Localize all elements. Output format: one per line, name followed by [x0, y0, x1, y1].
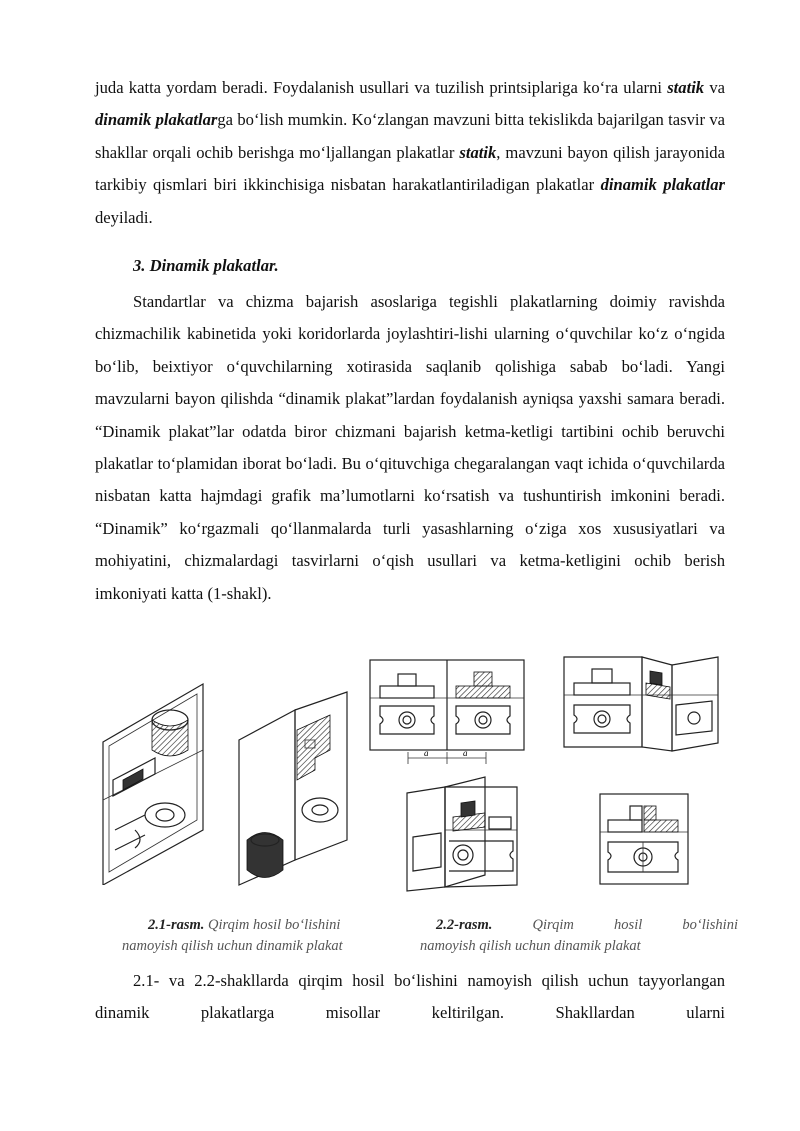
section-heading: 3. Dinamik plakatlar.: [133, 256, 279, 275]
term-dinamik-plakatlar: dinamik plakatlar: [95, 110, 218, 130]
paragraph-intro: juda katta yordam beradi. Foydalanish usullari va tuzilish printsiplariga ko‘ra ularni statik va dinamik plakatlarga bo‘lish mumkin. Ko‘zlangan mavzuni bitta tekislikda bajarilgan tasvir va shakllar orqali ochib berishga mo‘ljallangan plakatlar statik, mavzuni bayon qilish jarayonida tarkibiy qismlari biri ikkinchisiga nisbatan harakatlantiriladigan plakatlar dinamik plakatlar deyiladi.: [95, 78, 725, 227]
term-dinamik-plakatlar-2: dinamik plakatlar: [600, 175, 725, 195]
figure-2-2-book-fold: [405, 775, 520, 893]
figure-2-2-caption-label: 2.2-rasm.: [436, 917, 493, 933]
paragraph-dynamic-posters: Standartlar va chizma bajarish asoslariga tegishli plakatlarning doimiy ravishda chizmachilik kabinetida yoki koridorlarda joylashtiri-lishi ularning o‘quvchilar ko‘z o‘ngida bo‘lib, beixtiyor o‘quvchilarning xotirasida saqlanib qolishiga sabab bo‘ladi. Yangi mavzularni bayon qilishda “dinamik plakat”lardan foydalanish ayniqsa yaxshi samara beradi. “Dinamik plakat”lar odatda biror chizmani bajarish ketma-ketligi tartibini ochib beruvchi plakatlar to‘plamidan iborat bo‘ladi. Bu o‘qituvchiga chegaralangan vaqt ichida o‘quvchilarda nisbatan katta hajmdagi grafik ma’lumotlarni ko‘rsatish va tushuntirish imkonini beradi. “Dinamik” ko‘rgazmali qo‘llanmalarda turli yasashlarning o‘ziga xos xususiyatlari va mohiyatini, chizmalardagi tasvirlarni o‘qish usullari va ketma-ketligini ochib berish imkoniyati katta (1-shakl).: [95, 292, 725, 603]
figure-2-1-caption-label: 2.1-rasm.: [148, 917, 205, 933]
figure-2-2-panel-pair: [368, 658, 526, 768]
dimension-label-2: a: [463, 748, 468, 758]
figure-2-2-caption: 2.2-rasm. Qirqim hosil bo‘lishini namoyish qilish uchun dinamik plakat: [420, 917, 738, 954]
figure-2-2-assembled: [598, 792, 690, 886]
term-statik: statik: [667, 78, 705, 97]
dimension-label-1: a: [424, 748, 429, 758]
figure-2-2-folded-panel: [562, 655, 722, 755]
figure-2-1-poster-b: [235, 690, 350, 890]
term-statik-2: statik: [459, 142, 497, 162]
figure-2-1-poster-a: [95, 680, 215, 885]
paragraph-examples: 2.1- va 2.2-shakllarda qirqim hosil bo‘lishini namoyish qilish uchun tayyorlangan dinamik plakatlarga misollar keltirilgan. Shakllardan ularni: [95, 971, 725, 1023]
figure-2-1-caption: 2.1-rasm. Qirqim hosil bo‘lishini namoyish qilish uchun dinamik plakat: [122, 917, 343, 954]
